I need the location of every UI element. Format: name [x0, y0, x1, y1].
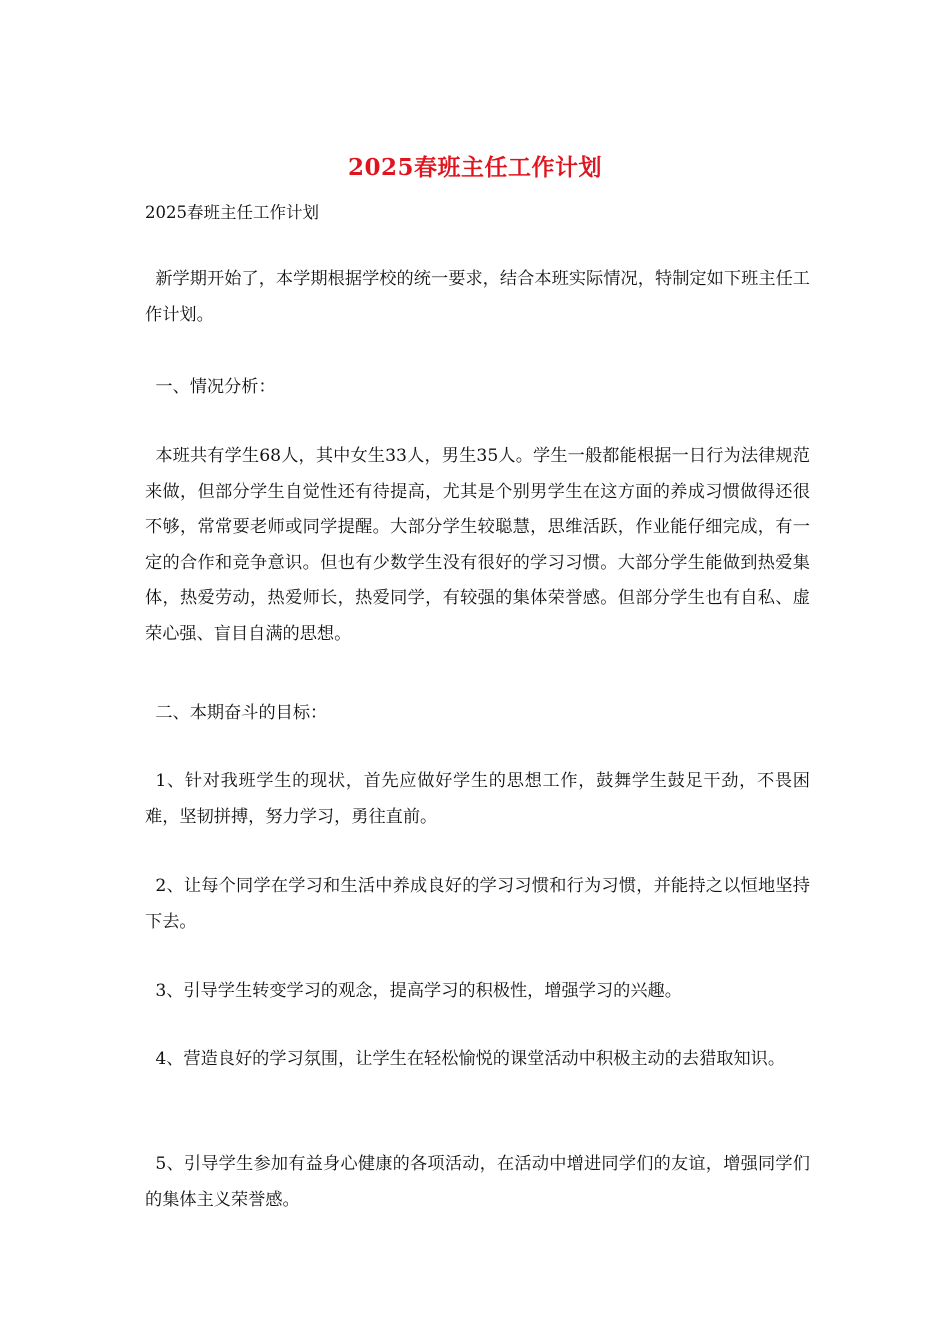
document-subtitle: 2025春班主任工作计划	[145, 203, 319, 222]
goal-item: 4、营造良好的学习氛围，让学生在轻松愉悦的课堂活动中积极主动的去猎取知识。	[155, 1049, 786, 1069]
goal-item: 1、针对我班学生的现状，首先应做好学生的思想工作，鼓舞学生鼓足干劲，不畏困难，坚韧拼搏，努力学习，勇往直前。	[145, 771, 810, 827]
section-heading-goals: 二、本期奋斗的目标：	[155, 703, 328, 723]
analysis-paragraph: 本班共有学生68人，其中女生33人，男生35人。学生一般都能根据一日行为法律规范来做，但部分学生自觉性还有待提高，尤其是个别男学生在这方面的养成习惯做得还很不够，常常要老师或同学提醒。大部分学生较聪慧，思维活跃，作业能仔细完成，有一定的合作和竞争意识。但也有少数学生没有很好的学习习惯。大部分学生能做到热爱集体，热爱劳动，热爱师长，热爱同学，有较强的集体荣誉感。但部分学生也有自私、虚荣心强、盲目自满的思想。	[145, 446, 810, 644]
section-heading-analysis: 一、情况分析：	[155, 377, 276, 397]
goal-item: 2、让每个同学在学习和生活中养成良好的学习习惯和行为习惯，并能持之以恒地坚持下去。	[145, 876, 810, 932]
goal-item: 3、引导学生转变学习的观念，提高学习的积极性，增强学习的兴趣。	[155, 981, 682, 1001]
intro-paragraph: 新学期开始了，本学期根据学校的统一要求，结合本班实际情况，特制定如下班主任工作计划。	[145, 269, 810, 325]
document-title: 2025春班主任工作计划	[347, 154, 602, 181]
goal-item: 5、引导学生参加有益身心健康的各项活动，在活动中增进同学们的友谊，增强同学们的集体主义荣誉感。	[145, 1154, 810, 1210]
